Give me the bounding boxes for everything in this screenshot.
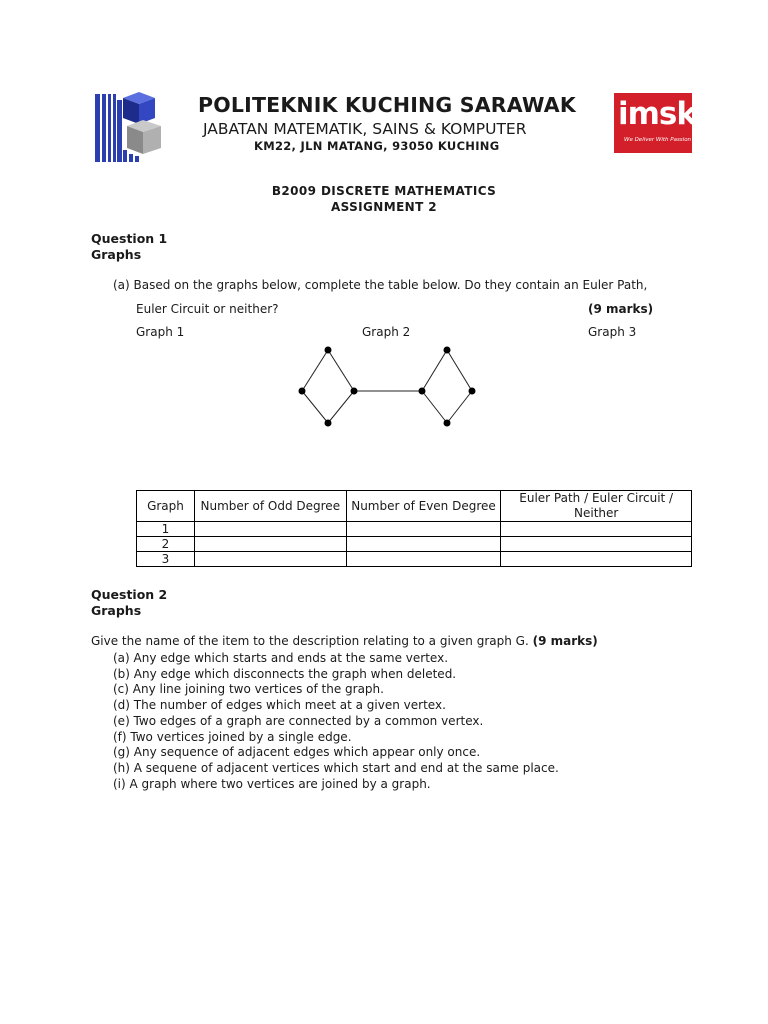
graph-edge — [422, 350, 447, 391]
graph-edge — [328, 350, 354, 391]
graph-edge — [302, 350, 328, 391]
graph-edge — [447, 350, 472, 391]
table-cell: 1 — [137, 522, 195, 537]
list-item: (a) Any edge which starts and ends at the same vertex. — [113, 651, 449, 665]
table-header-row — [137, 491, 692, 522]
list-item: (g) Any sequence of adjacent edges which appear only once. — [113, 745, 481, 760]
table-cell: 2 — [137, 537, 195, 552]
imsk-logo — [614, 93, 696, 153]
question-1-heading: Question 1 — [91, 231, 168, 246]
table-cell[interactable] — [194, 522, 346, 537]
list-item: (h) A sequene of adjacent vertices which start and end at the same place. — [113, 760, 559, 775]
col-header-odd-degree: Number of Odd Degree — [194, 491, 346, 522]
question-2-prompt-line — [91, 634, 598, 648]
question-1-marks: (9 marks) — [588, 302, 654, 316]
question-2-heading: Question 2 — [91, 587, 168, 602]
table-cell[interactable] — [346, 537, 501, 552]
table-cell[interactable] — [346, 552, 501, 567]
graph-3-label: Graph 3 — [588, 325, 637, 339]
col-header-graph: Graph — [137, 491, 195, 522]
graph-vertex — [444, 420, 451, 427]
list-item: (e) Two edges of a graph are connected by a common vertex. — [113, 713, 484, 728]
list-item: (b) Any edge which disconnects the graph when deleted. — [113, 666, 457, 681]
table-cell[interactable] — [501, 552, 692, 567]
question-1-topic: Graphs — [91, 247, 142, 262]
graph-1-label: Graph 1 — [136, 325, 185, 339]
question-2-marks: (9 marks) — [532, 634, 598, 648]
question-2-items — [113, 651, 559, 792]
graph-diagram — [290, 340, 480, 435]
table-row — [137, 522, 692, 537]
question-1-prompt-cont: Euler Circuit or neither? — [136, 302, 279, 316]
graph-edge — [328, 391, 354, 423]
question-1-prompt: (a) Based on the graphs below, complete the table below. Do they contain an Euler Path, — [113, 278, 648, 292]
assignment-title: ASSIGNMENT 2 — [330, 200, 438, 214]
imsk-logo-tagline: We Deliver With Passion — [624, 137, 692, 143]
graph-vertex — [444, 347, 451, 354]
graph-vertex — [325, 420, 332, 427]
graph-edge — [302, 391, 328, 423]
graph-edge — [422, 391, 447, 423]
table-cell[interactable] — [501, 522, 692, 537]
polytechnic-logo — [95, 92, 165, 164]
list-item: (d) The number of edges which meet at a given vertex. — [113, 698, 446, 713]
list-item: (c) Any line joining two vertices of the graph. — [113, 682, 384, 697]
graph-vertex — [299, 388, 306, 395]
euler-table — [136, 490, 692, 567]
institution-name: POLITEKNIK KUCHING SARAWAK — [198, 93, 576, 117]
question-2-prompt: Give the name of the item to the description relating to a given graph G. — [91, 634, 529, 648]
course-title: B2009 DISCRETE MATHEMATICS — [271, 184, 497, 198]
graph-edge — [447, 391, 472, 423]
list-item: (i) A graph where two vertices are joined by a graph. — [113, 776, 431, 791]
department-name: JABATAN MATEMATIK, SAINS & KOMPUTER — [203, 120, 527, 138]
question-2-topic: Graphs — [91, 603, 142, 618]
graph-vertex — [351, 388, 358, 395]
table-row — [137, 537, 692, 552]
graph-vertex — [469, 388, 476, 395]
table-cell[interactable] — [501, 537, 692, 552]
col-header-euler: Euler Path / Euler Circuit / Neither — [501, 491, 692, 522]
col-header-even-degree: Number of Even Degree — [346, 491, 501, 522]
graph-vertex — [419, 388, 426, 395]
graph-2-label: Graph 2 — [362, 325, 411, 339]
table-cell[interactable] — [194, 537, 346, 552]
table-cell[interactable] — [346, 522, 501, 537]
table-row — [137, 552, 692, 567]
list-item: (f) Two vertices joined by a single edge. — [113, 729, 352, 744]
table-cell[interactable] — [194, 552, 346, 567]
imsk-logo-text: imsk — [618, 96, 696, 132]
graph-vertex — [325, 347, 332, 354]
institution-address: KM22, JLN MATANG, 93050 KUCHING — [254, 139, 500, 153]
table-cell: 3 — [137, 552, 195, 567]
